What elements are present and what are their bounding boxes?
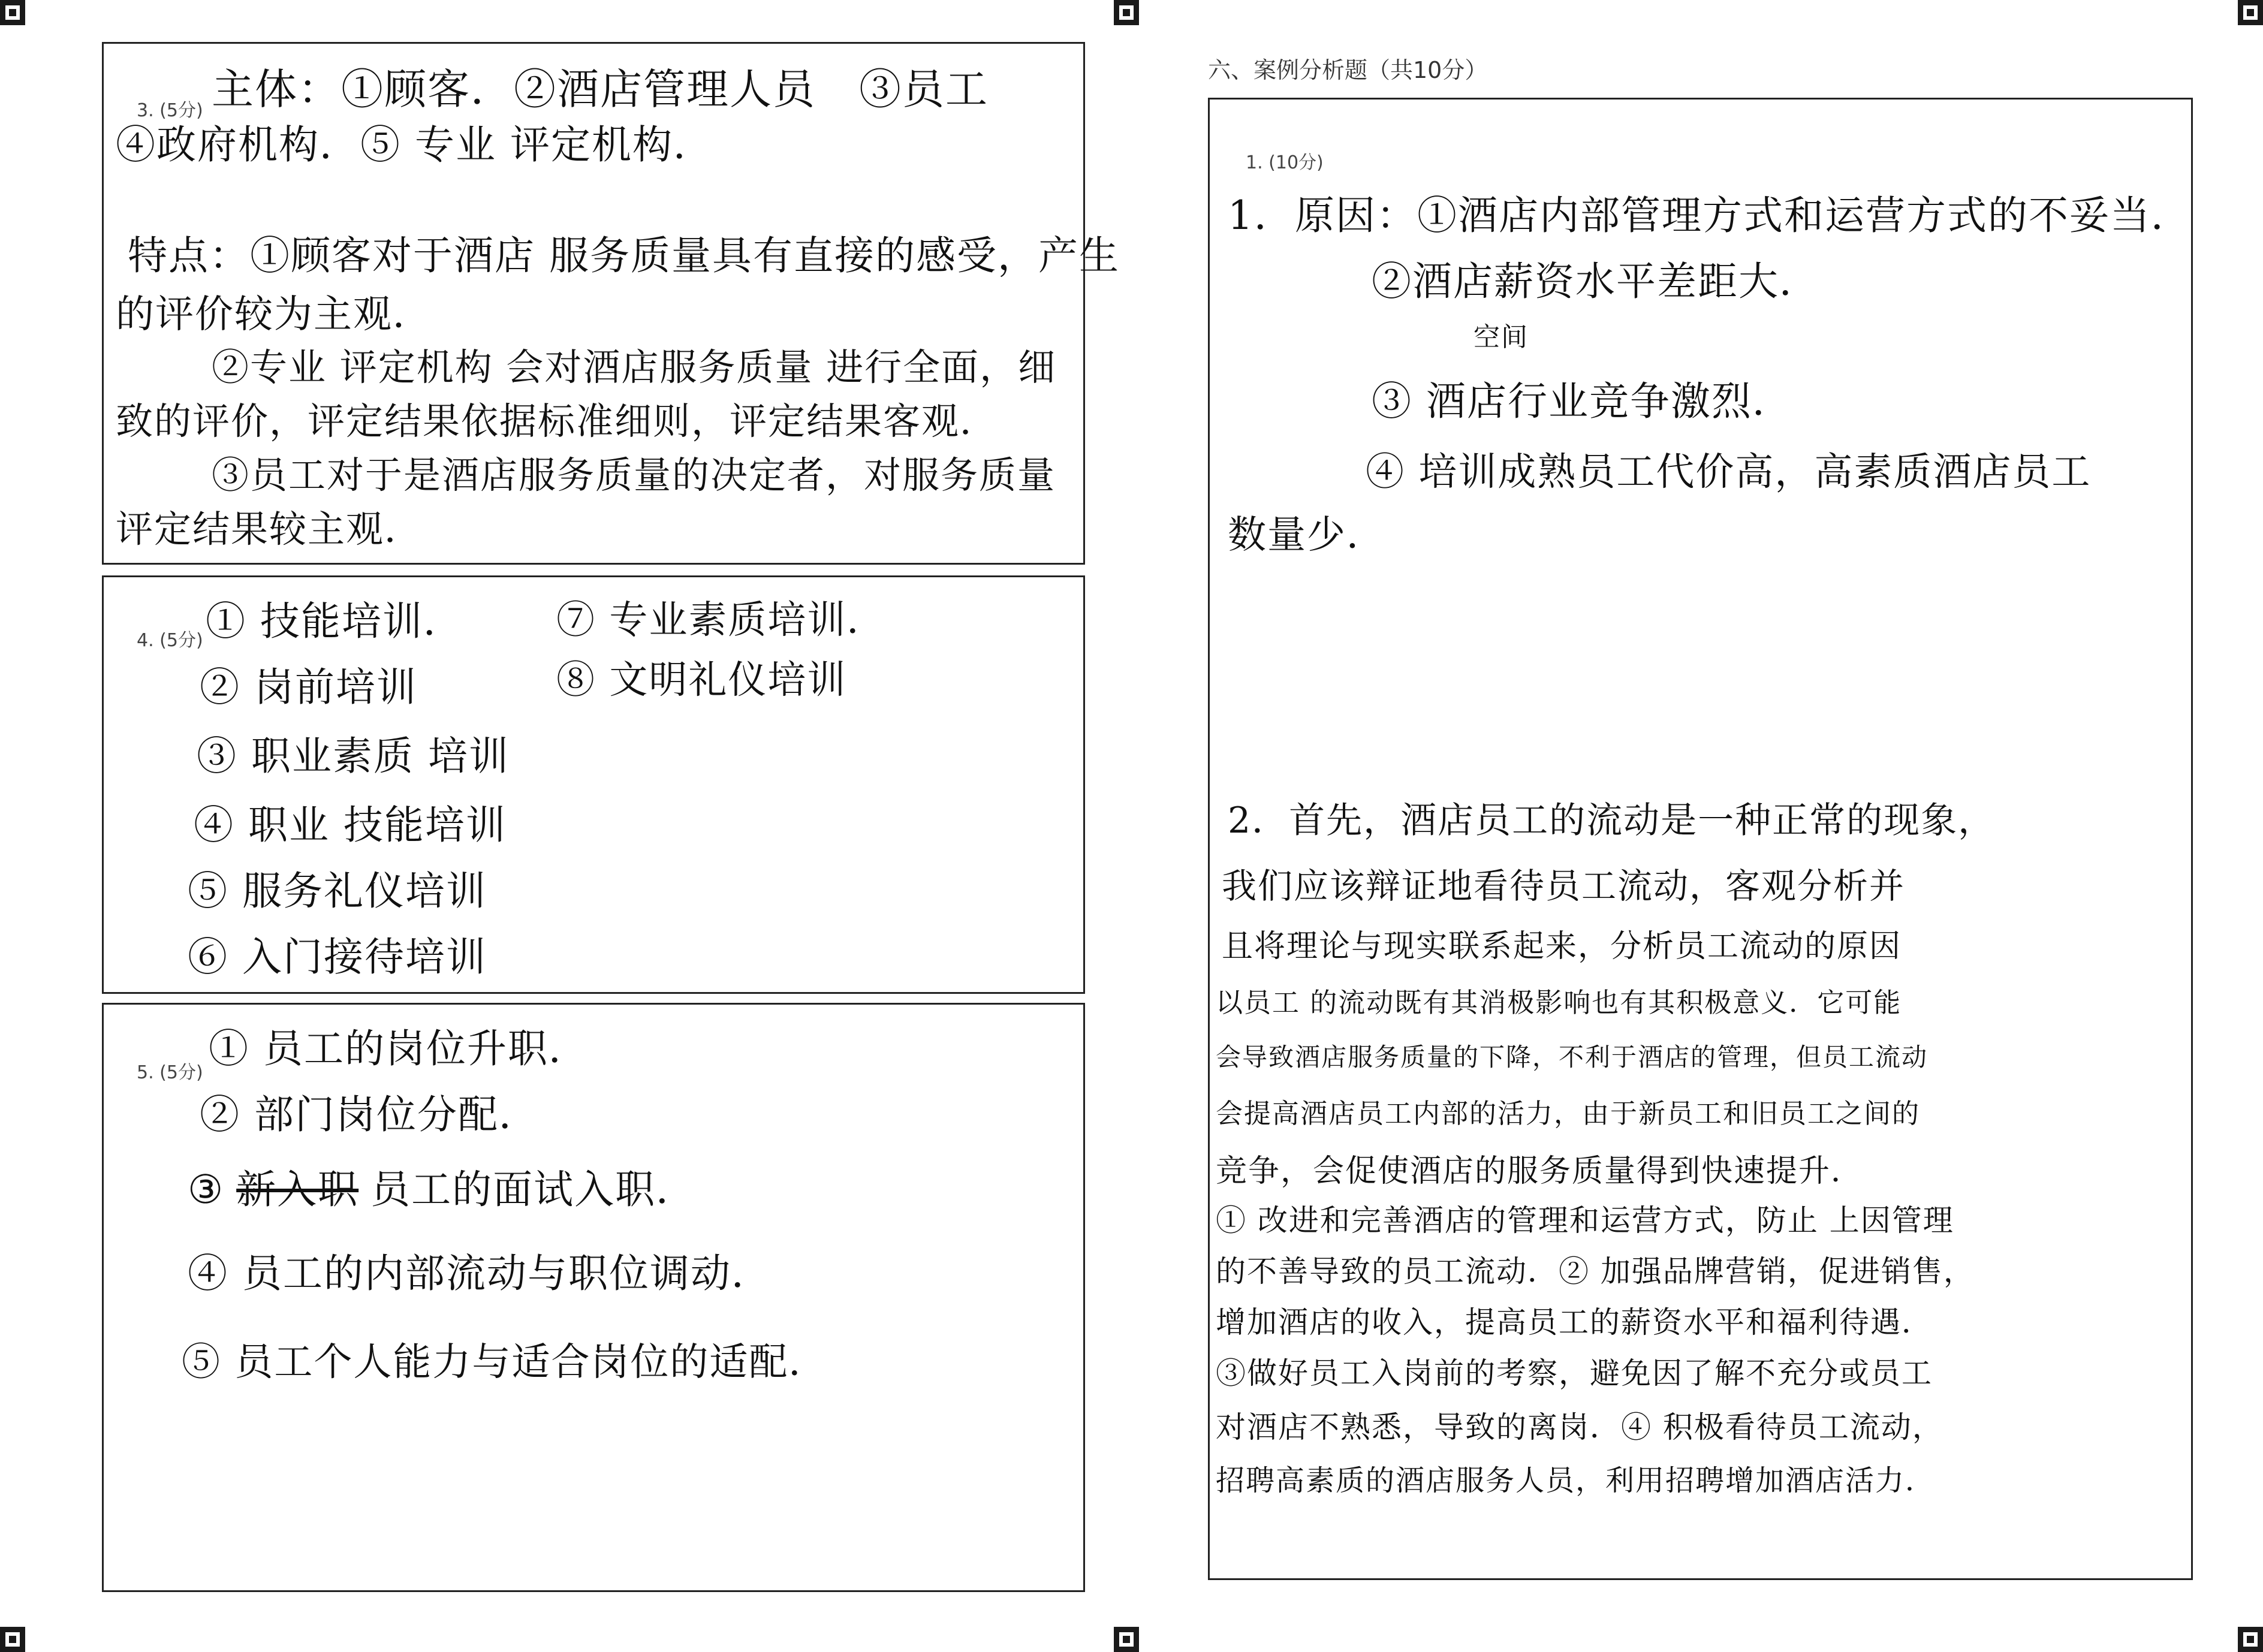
q3-line-8: 评定结果较主观．	[116, 507, 423, 551]
q3-line-3: 特点：①顾客对于酒店 服务质量具有直接的感受，产生	[128, 233, 1120, 279]
q5-line-3	[188, 1157, 697, 1214]
registration-marker-bottom-right	[2238, 1627, 2263, 1652]
case2-line-13: 招聘高素质的酒店服务人员，利用招聘增加酒店活力．	[1216, 1464, 1936, 1497]
answer-box-q5	[102, 1003, 1085, 1592]
registration-marker-top-right	[2238, 0, 2263, 25]
question-label-q5: 5. (5分)	[137, 1062, 203, 1083]
registration-marker-bottom-left	[0, 1627, 25, 1652]
case1-line-3: ③ 酒店行业竞争激烈．	[1372, 378, 1793, 424]
case1-line-1: 1．原因：①酒店内部管理方式和运营方式的不妥当．	[1228, 192, 2192, 239]
q4-left-item-2: ② 岗前培训	[200, 664, 417, 710]
case2-line-10: 增加酒店的收入，提高员工的薪资水平和福利待遇．	[1216, 1305, 1933, 1340]
case2-line-9: 的不善导致的员工流动．② 加强品牌营销，促进销售，	[1216, 1254, 1975, 1289]
q5-line-3-text: 员工的面试入职．	[370, 1166, 697, 1213]
q3-line-5: ②专业 评定机构 会对酒店服务质量 进行全面，细	[212, 345, 1057, 389]
case2-line-1: 2．首先，酒店员工的流动是一种正常的现象，	[1228, 800, 1996, 842]
answer-box-q4	[102, 575, 1085, 994]
q5-line-1: ① 员工的岗位升职．	[209, 1026, 589, 1072]
answer-box-q3	[102, 42, 1120, 565]
q3-line-7: ③员工对于是酒店服务质量的决定者，对服务质量	[212, 453, 1056, 497]
q4-left-item-3: ③ 职业素质 培训	[197, 733, 510, 779]
q4-left-item-1: ① 技能培训．	[206, 598, 464, 644]
case2-line-6: 会提高酒店员工内部的活力，由于新员工和旧员工之间的	[1216, 1098, 1921, 1129]
q4-left-item-6: ⑥ 入门接待培训	[188, 934, 487, 980]
case2-line-4: 以员工 的流动既有其消极影响也有其积极意义．它可能	[1216, 987, 1902, 1018]
registration-marker-top-center	[1114, 0, 1139, 25]
case1-line-2: ②酒店薪资水平差距大．	[1372, 258, 1820, 305]
case2-line-8: ① 改进和完善酒店的管理和运营方式，防止 上因管理	[1216, 1203, 1954, 1238]
case1-line-5: 数量少．	[1228, 513, 1386, 557]
case1-insert: 空间	[1473, 322, 1529, 352]
registration-marker-top-left	[0, 0, 25, 25]
q3-line-6: 致的评价，评定结果依据标准细则，评定结果客观．	[116, 399, 999, 443]
q3-line-4: 的评价较为主观．	[116, 293, 432, 337]
case2-line-2: 我们应该辩证地看待员工流动，客观分析并	[1222, 866, 1906, 906]
q5-line-5: ⑤ 员工个人能力与适合岗位的适配．	[182, 1340, 828, 1385]
q5-line-3-prefix: ③	[188, 1166, 225, 1213]
case2-line-7: 竞争，会促使酒店的服务质量得到快速提升．	[1216, 1153, 1864, 1189]
question-label-q3: 3. (5分)	[137, 100, 203, 121]
q4-right-item-2: ⑧ 文明礼仪培训	[556, 658, 847, 703]
q5-line-2: ② 部门岗位分配．	[200, 1092, 540, 1138]
q3-line-2: ④政府机构．⑤ 专业 评定机构．	[116, 122, 714, 168]
registration-marker-bottom-center	[1114, 1627, 1139, 1652]
case2-line-5: 会导致酒店服务质量的下降，不利于酒店的管理，但员工流动	[1216, 1042, 1928, 1072]
q5-line-3-struck: 新入职	[236, 1166, 359, 1213]
question-label-case-1: 1. (10分)	[1246, 152, 1324, 173]
q3-line-1: 主体：①顾客．②酒店管理人员 ③员工	[212, 65, 989, 114]
q4-left-item-4: ④ 职业 技能培训	[194, 802, 507, 848]
case2-line-11: ③做好员工入岗前的考察，避免因了解不充分或员工	[1216, 1356, 1933, 1391]
case2-line-3: 且将理论与现实联系起来，分析员工流动的原因	[1222, 929, 1902, 964]
q4-right-item-1: ⑦ 专业素质培训．	[556, 598, 887, 643]
question-label-q4: 4. (5分)	[137, 630, 203, 651]
section-title: 六、案例分析题（共10分）	[1208, 57, 1488, 83]
answer-box-case	[1208, 98, 2193, 1580]
case2-line-12: 对酒店不熟悉，导致的离岗．④ 积极看待员工流动，	[1216, 1410, 1943, 1445]
q5-line-4: ④ 员工的内部流动与职位调动．	[188, 1250, 772, 1297]
q4-left-item-5: ⑤ 服务礼仪培训	[188, 868, 487, 914]
case1-line-4: ④ 培训成熟员工代价高，高素质酒店员工	[1366, 450, 2092, 495]
